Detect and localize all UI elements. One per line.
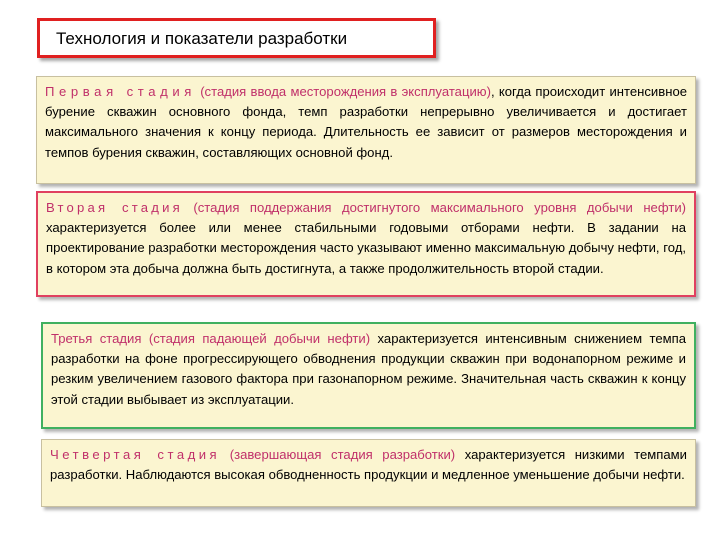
page-title: Технология и показатели разработки: [56, 29, 348, 48]
stage-4-name: Четвертая стадия: [50, 447, 221, 462]
stage-3-block: [41, 322, 696, 429]
stage-1-block: [36, 76, 696, 184]
stage-4-desc: (завершающая стадия разработки): [229, 447, 456, 462]
stage-4-body: характеризуется низкими темпами разработки. Наблюдаются высокая обводненность продукции и медленное уменьшение добычи нефти.: [50, 447, 687, 483]
stage-1-desc: (стадия ввода месторождения в эксплуатацию): [200, 84, 491, 99]
title-box: [37, 18, 436, 58]
stage-3-desc: (стадия падающей добычи нефти): [148, 331, 371, 346]
stage-1-body: , когда происходит интенсивное бурение скважин основного фонда, темп разработки непрерывно увеличивается и достигает максимального значения к концу периода. Длительность ее зависит от размеров месторождения и темпов бурения скважин, составляющих основной фонд.: [45, 84, 688, 160]
stage-2-name: Вторая стадия: [46, 200, 183, 215]
stage-3-body: характеризуется интенсивным снижением темпа разработки на фоне прогрессирующего обводнения продукции скважин при водонапорном режиме и резким увеличением газового фактора при газонапорном режиме. Значительная часть скважин к концу этой стадии выбывает из эксплуатации.: [51, 331, 686, 407]
stage-1-name: Первая стадия: [45, 84, 196, 99]
stage-4-block: [41, 439, 696, 507]
stage-3-name: Третья стадия: [51, 331, 142, 346]
stage-2-block: [36, 191, 696, 297]
stage-2-desc: (стадия поддержания достигнутого максимального уровня добычи нефти): [193, 200, 686, 215]
stage-2-body: характеризуется более или менее стабильными годовыми отборами нефти. В задании на проектирование разработки месторождения часто указывают именно максимальную добычу нефти, год, в котором эта добыча должна быть достигнута, а также продолжительность второй стадии.: [46, 220, 686, 276]
